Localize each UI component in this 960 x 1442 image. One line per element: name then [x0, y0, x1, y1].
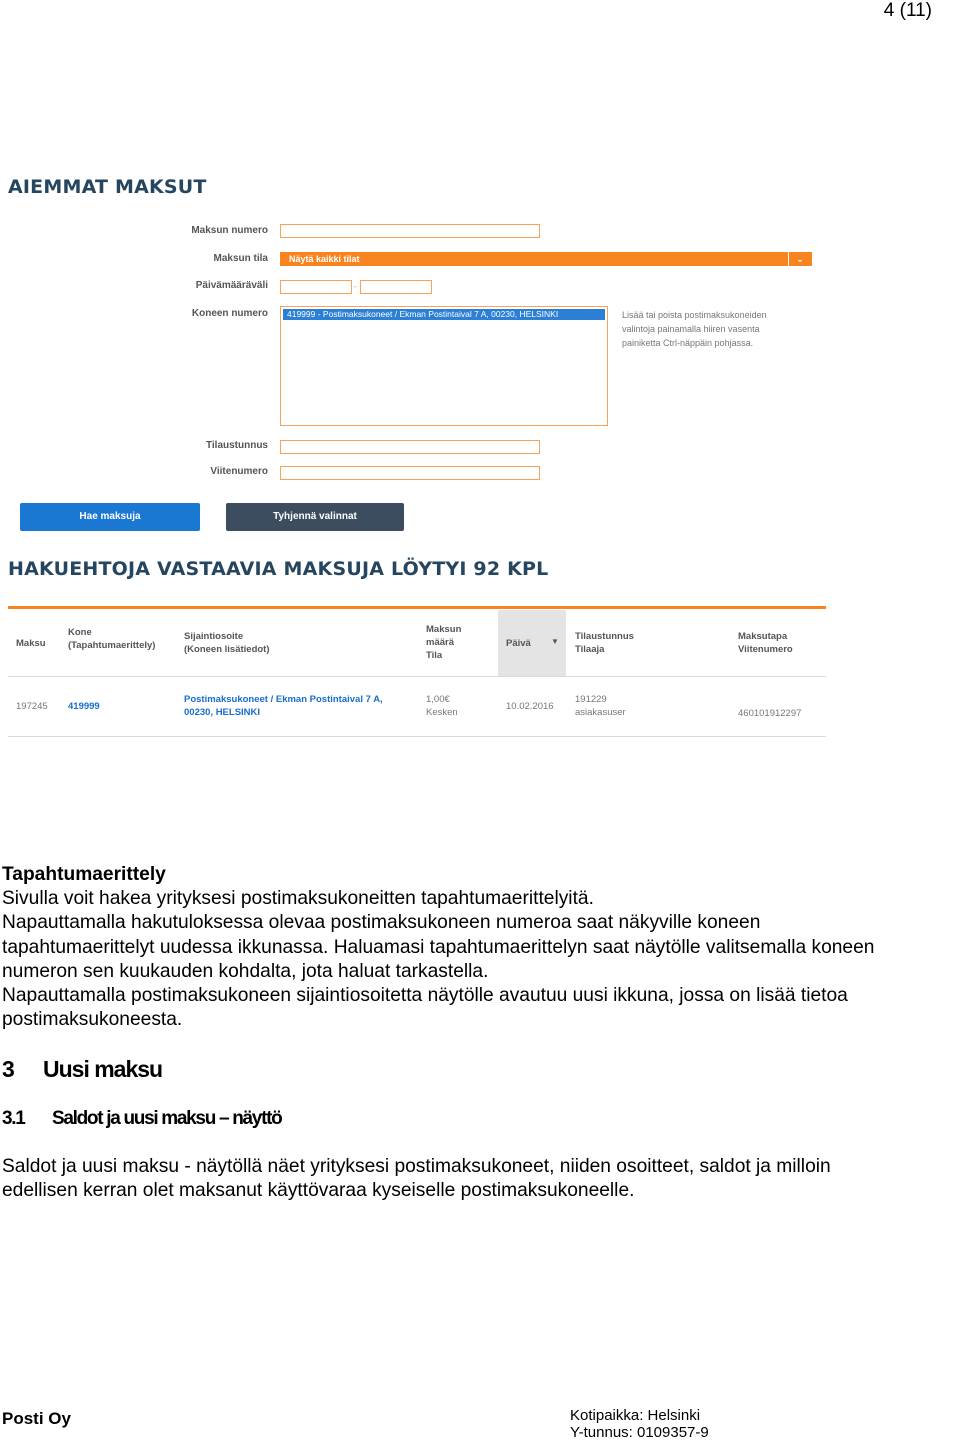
section-3-number: 3: [2, 1056, 14, 1082]
paragraph-line: tapahtumaerittelyt uudessa ikkunassa. Haluamasi tapahtumaerittelyn saat näytölle valitsemalla koneen: [2, 936, 875, 958]
search-payments-button[interactable]: Hae maksuja: [20, 503, 200, 531]
hint-line: valintoja painamalla hiiren vasenta: [622, 324, 760, 334]
previous-payments-title: AIEMMAT MAKSUT: [8, 176, 207, 198]
date-separator: -: [354, 282, 357, 291]
cell-tila-value: Kesken: [426, 707, 458, 718]
label-paivamaaravali: Päivämääräväli: [195, 280, 268, 291]
multiselect-hint: [622, 308, 822, 350]
page-number: 4 (11): [883, 0, 932, 21]
cell-tilaustunnus: 191229: [575, 694, 607, 705]
results-title: HAKUEHTOJA VASTAAVIA MAKSUJA LÖYTYI 92 KPL: [8, 558, 549, 580]
sort-down-icon: ▼: [551, 637, 559, 646]
footer-ytunnus: Y-tunnus: 0109357-9: [570, 1424, 709, 1441]
th-kone[interactable]: [68, 626, 155, 652]
cell-kone-link[interactable]: 419999: [68, 701, 100, 712]
th-sijainti[interactable]: [184, 630, 270, 656]
clear-selections-button[interactable]: Tyhjennä valinnat: [226, 503, 404, 531]
paragraph-line: edellisen kerran olet maksanut käyttövaraa kyseiselle postimaksukoneelle.: [2, 1180, 635, 1202]
paragraph-line: Napauttamalla hakutuloksessa olevaa postimaksukoneen numeroa saat näkyville koneen: [2, 912, 761, 934]
cell-maara: [426, 693, 458, 719]
machine-option-selected[interactable]: 419999 - Postimaksukoneet / Ekman Postintaival 7 A, 00230, HELSINKI: [283, 309, 605, 320]
th-paiva[interactable]: Päivä: [506, 638, 531, 649]
cell-maara-value: 1,00€: [426, 694, 450, 705]
results-divider: [8, 606, 826, 609]
label-tilaustunnus: Tilaustunnus: [205, 440, 268, 451]
th-sijainti-line2: (Koneen lisätiedot): [184, 644, 270, 655]
th-maksutapa[interactable]: [738, 630, 793, 656]
cell-sijainti-link[interactable]: [184, 693, 383, 719]
th-sijainti-line1: Sijaintiosoite: [184, 631, 244, 642]
label-viitenumero: Viitenumero: [210, 466, 268, 477]
paragraph-line: numeron sen kuukauden kohdalta, jota haluat tarkastella.: [2, 960, 489, 982]
viitenumero-input[interactable]: [280, 466, 540, 480]
cell-sijainti-line1: Postimaksukoneet / Ekman Postintaival 7 A,: [184, 694, 383, 705]
cell-paiva: 10.02.2016: [506, 701, 554, 712]
cell-tilaaja: asiakasuser: [575, 707, 626, 718]
machine-listbox[interactable]: [280, 306, 608, 426]
maksun-numero-input[interactable]: [280, 224, 540, 238]
footer-kotipaikka: Kotipaikka: Helsinki: [570, 1407, 701, 1424]
maksun-tila-value: Näytä kaikki tilat: [289, 254, 360, 264]
embedded-screenshot: [0, 160, 830, 750]
label-maksun-tila: Maksun tila: [213, 253, 268, 264]
section-3-1-number: 3.1: [2, 1108, 25, 1129]
section-heading: Tapahtumaerittely: [2, 864, 166, 885]
section-3-title: Uusi maksu: [43, 1056, 163, 1082]
tilaustunnus-input[interactable]: [280, 440, 540, 454]
header-divider: [8, 676, 826, 677]
footer-company: Posti Oy: [2, 1409, 71, 1428]
paragraph-line: postimaksukoneesta.: [2, 1009, 183, 1031]
th-kone-line2: (Tapahtumaerittely): [68, 640, 156, 651]
row-divider: [8, 736, 826, 737]
th-maksutapa-line2: Viitenumero: [738, 644, 793, 655]
th-maara-line3: Tila: [426, 650, 443, 661]
section-3-1-text: [2, 1155, 960, 1203]
cell-tilaus: [575, 693, 626, 719]
cell-sijainti-line2: 00230, HELSINKI: [184, 707, 261, 718]
cell-maksu: 197245: [16, 701, 48, 712]
tapahtumaerittely-section: [2, 863, 960, 1032]
hint-line: painiketta Ctrl-näppäin pohjassa.: [622, 338, 754, 348]
th-tilaus[interactable]: [575, 630, 634, 656]
label-koneen-numero: Koneen numero: [191, 308, 268, 319]
section-3-1-title: Saldot ja uusi maksu – näyttö: [52, 1108, 282, 1129]
paragraph-line: Saldot ja uusi maksu - näytöllä näet yrityksesi postimaksukoneet, niiden osoitteet, saldot ja milloin: [2, 1156, 831, 1177]
th-maara-line1: Maksun: [426, 624, 462, 635]
th-maksutapa-line1: Maksutapa: [738, 631, 788, 642]
th-maara-line2: määrä: [426, 637, 454, 648]
th-kone-line1: Kone: [68, 627, 92, 638]
date-start-input[interactable]: [280, 280, 352, 294]
th-tilaus-line1: Tilaustunnus: [575, 631, 634, 642]
maksun-tila-select[interactable]: [280, 252, 812, 266]
chevron-down-icon: ⌄: [788, 252, 811, 266]
footer-info: [570, 1407, 709, 1441]
cell-viitenumero: 460101912297: [738, 708, 802, 719]
th-maara[interactable]: [426, 623, 461, 662]
paragraph-line: Napauttamalla postimaksukoneen sijaintiosoitetta näytölle avautuu uusi ikkuna, jossa on lisää tietoa: [2, 985, 848, 1007]
th-tilaus-line2: Tilaaja: [575, 644, 605, 655]
th-maksu[interactable]: Maksu: [16, 638, 46, 649]
hint-line: Lisää tai poista postimaksukoneiden: [622, 310, 767, 320]
date-end-input[interactable]: [360, 280, 432, 294]
label-maksun-numero: Maksun numero: [191, 225, 268, 236]
paragraph-line: Sivulla voit hakea yrityksesi postimaksukoneitten tapahtumaerittelyitä.: [2, 888, 594, 910]
